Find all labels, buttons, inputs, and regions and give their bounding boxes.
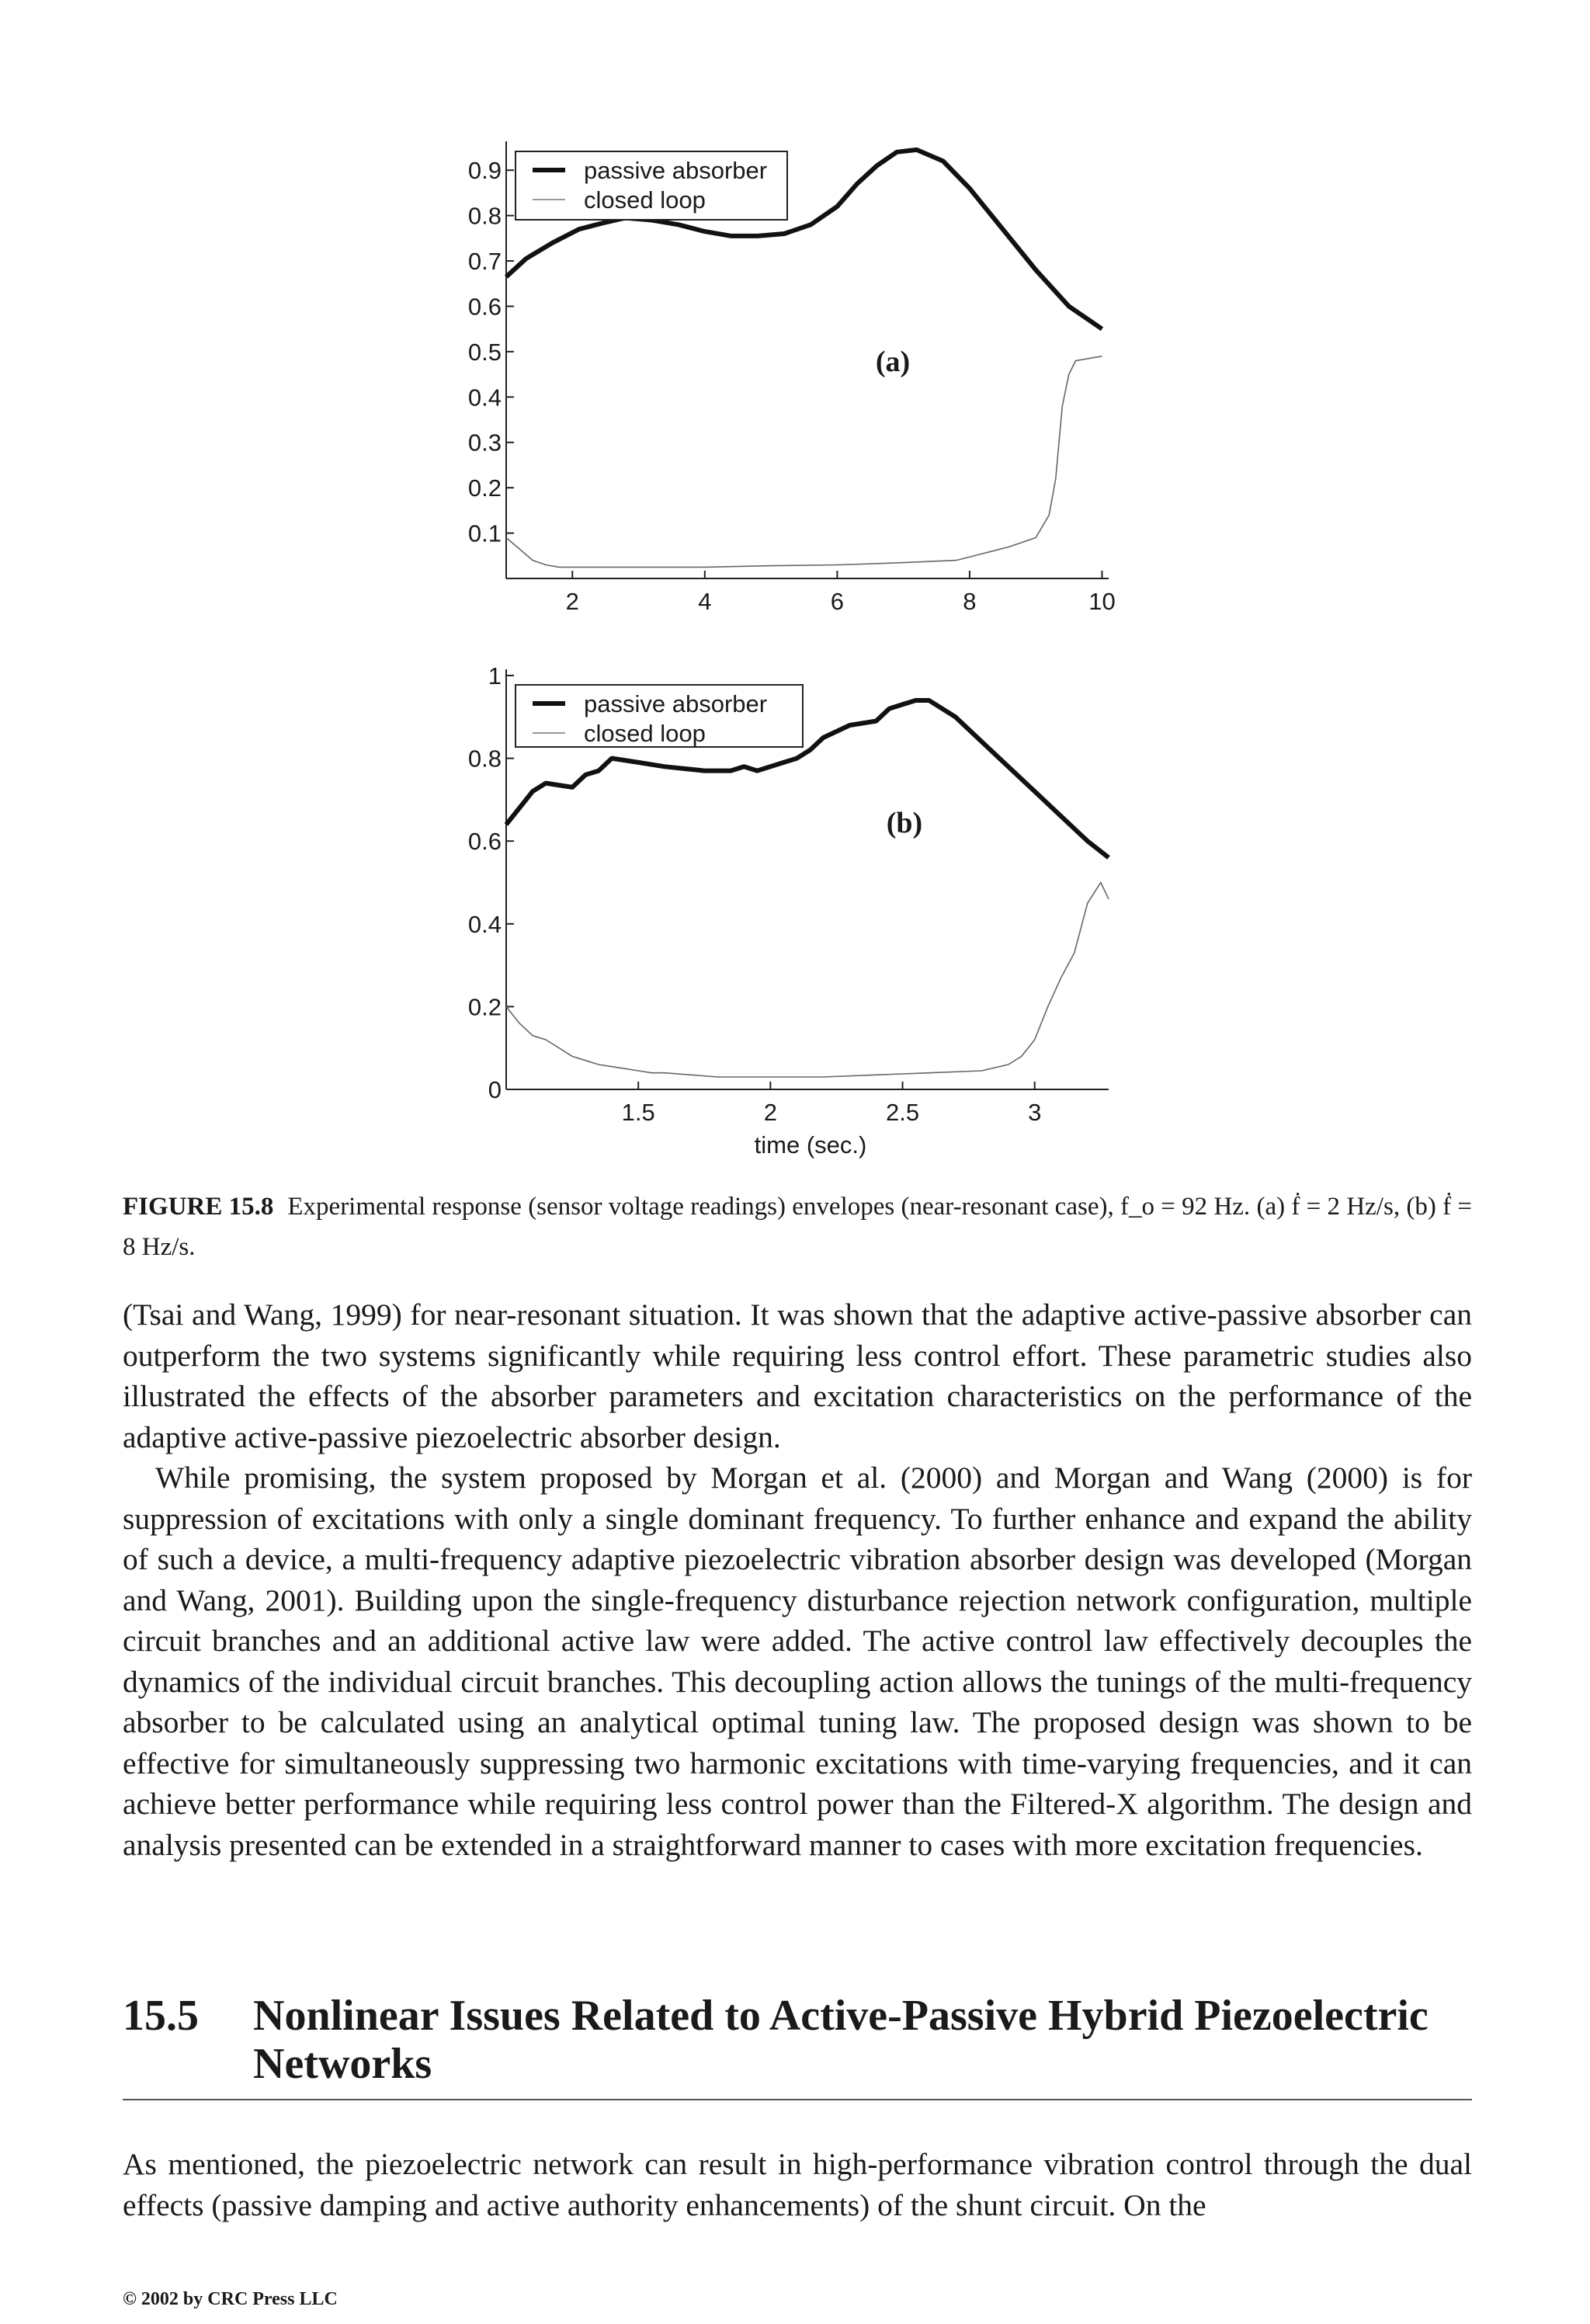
x-axis-title: time (sec.) — [754, 1131, 867, 1159]
chart-panel-b — [468, 662, 1109, 1159]
y-tick-label: 0.7 — [467, 248, 502, 276]
x-tick-label: 1.5 — [621, 1099, 655, 1126]
y-tick-label: 0.5 — [467, 338, 502, 366]
section-heading — [123, 1992, 1472, 2100]
y-tick-label: 0.8 — [467, 202, 502, 230]
figure-caption-label: FIGURE 15.8 — [123, 1193, 274, 1221]
y-tick-label: 0.8 — [467, 745, 502, 773]
legend — [516, 685, 803, 747]
figure-caption — [123, 1186, 1472, 1267]
x-tick-label: 3 — [1028, 1099, 1042, 1126]
x-tick-label: 6 — [830, 588, 844, 615]
paragraph-1: (Tsai and Wang, 1999) for near-resonant situation. It was shown that the adaptive active-passive absorber can outperform the two systems significantly while requiring less control effort. These parametric studies also illustrated the effects of the absorber parameters and excitation characteristics on the performance of the adaptive active-passive piezoelectric absorber design. — [123, 1297, 1472, 1454]
legend-entry: passive absorber — [584, 157, 768, 184]
panel-label: (b) — [886, 807, 923, 839]
y-tick-label: 0 — [488, 1076, 502, 1103]
x-tick-label: 2.5 — [885, 1099, 920, 1126]
series-line-closed-loop — [506, 883, 1109, 1078]
x-tick-label: 8 — [963, 588, 977, 615]
legend-entry: closed loop — [584, 720, 706, 747]
y-tick-label: 0.4 — [467, 910, 502, 938]
x-tick-label: 2 — [763, 1099, 777, 1126]
y-tick-label: 0.9 — [467, 157, 502, 185]
chart-panel-a — [468, 141, 1116, 615]
y-tick-label: 0.3 — [467, 429, 502, 457]
y-tick-label: 0.2 — [467, 993, 502, 1021]
legend-entry: closed loop — [584, 186, 706, 214]
section-title: Nonlinear Issues Related to Active-Passive Hybrid Piezoelectric Networks — [253, 1992, 1429, 2088]
series-line-closed-loop — [506, 356, 1102, 568]
legend — [516, 151, 787, 220]
y-tick-label: 0.6 — [467, 828, 502, 856]
section-number: 15.5 — [123, 1992, 199, 2040]
paragraph-2: While promising, the system proposed by Morgan et al. (2000) and Morgan and Wang (2000) is for suppression of excitations with only a single dominant frequency. To further enhance and expand the ability of such a device, a multi-frequency adaptive piezoelectric vibration absorber design was developed (Morgan and Wang, 2001). Building upon the single-frequency disturbance rejection network configuration, multiple circuit branches and an additional active law were added. The active control law effectively decouples the dynamics of the individual circuit branches. This decoupling action allows the tunings of the multi-frequency absorber to be calculated using an analytical optimal tuning law. The proposed design was shown to be effective for simultaneously suppressing two harmonic excitations with time-varying frequencies, and it can achieve better performance while requiring less control power than the Filtered-X algorithm. The design and analysis presented can be extended in a straightforward manner to cases with more excitation frequencies. — [123, 1461, 1472, 1862]
panel-label: (a) — [875, 346, 911, 378]
y-tick-label: 0.2 — [467, 474, 502, 502]
y-tick-label: 0.4 — [467, 384, 502, 412]
y-tick-label: 0.1 — [467, 519, 502, 547]
copyright-footer: © 2002 by CRC Press LLC — [123, 2289, 338, 2309]
figure-caption-text: Experimental response (sensor voltage readings) envelopes (near-resonant case), f_o = 92 Hz. (a) ḟ = 2 Hz/s, (b) ḟ = 8 Hz/s. — [123, 1193, 1473, 1261]
y-tick-label: 0.6 — [467, 293, 502, 321]
y-tick-label: 1 — [488, 662, 502, 690]
paragraph-3: As mentioned, the piezoelectric network can result in high-performance vibration control through the dual effects (passive damping and active authority enhancements) of the shunt circuit. On the — [123, 2147, 1472, 2222]
x-tick-label: 10 — [1088, 588, 1116, 615]
x-tick-label: 2 — [565, 588, 579, 615]
x-tick-label: 4 — [698, 588, 712, 615]
legend-entry: passive absorber — [584, 690, 768, 717]
